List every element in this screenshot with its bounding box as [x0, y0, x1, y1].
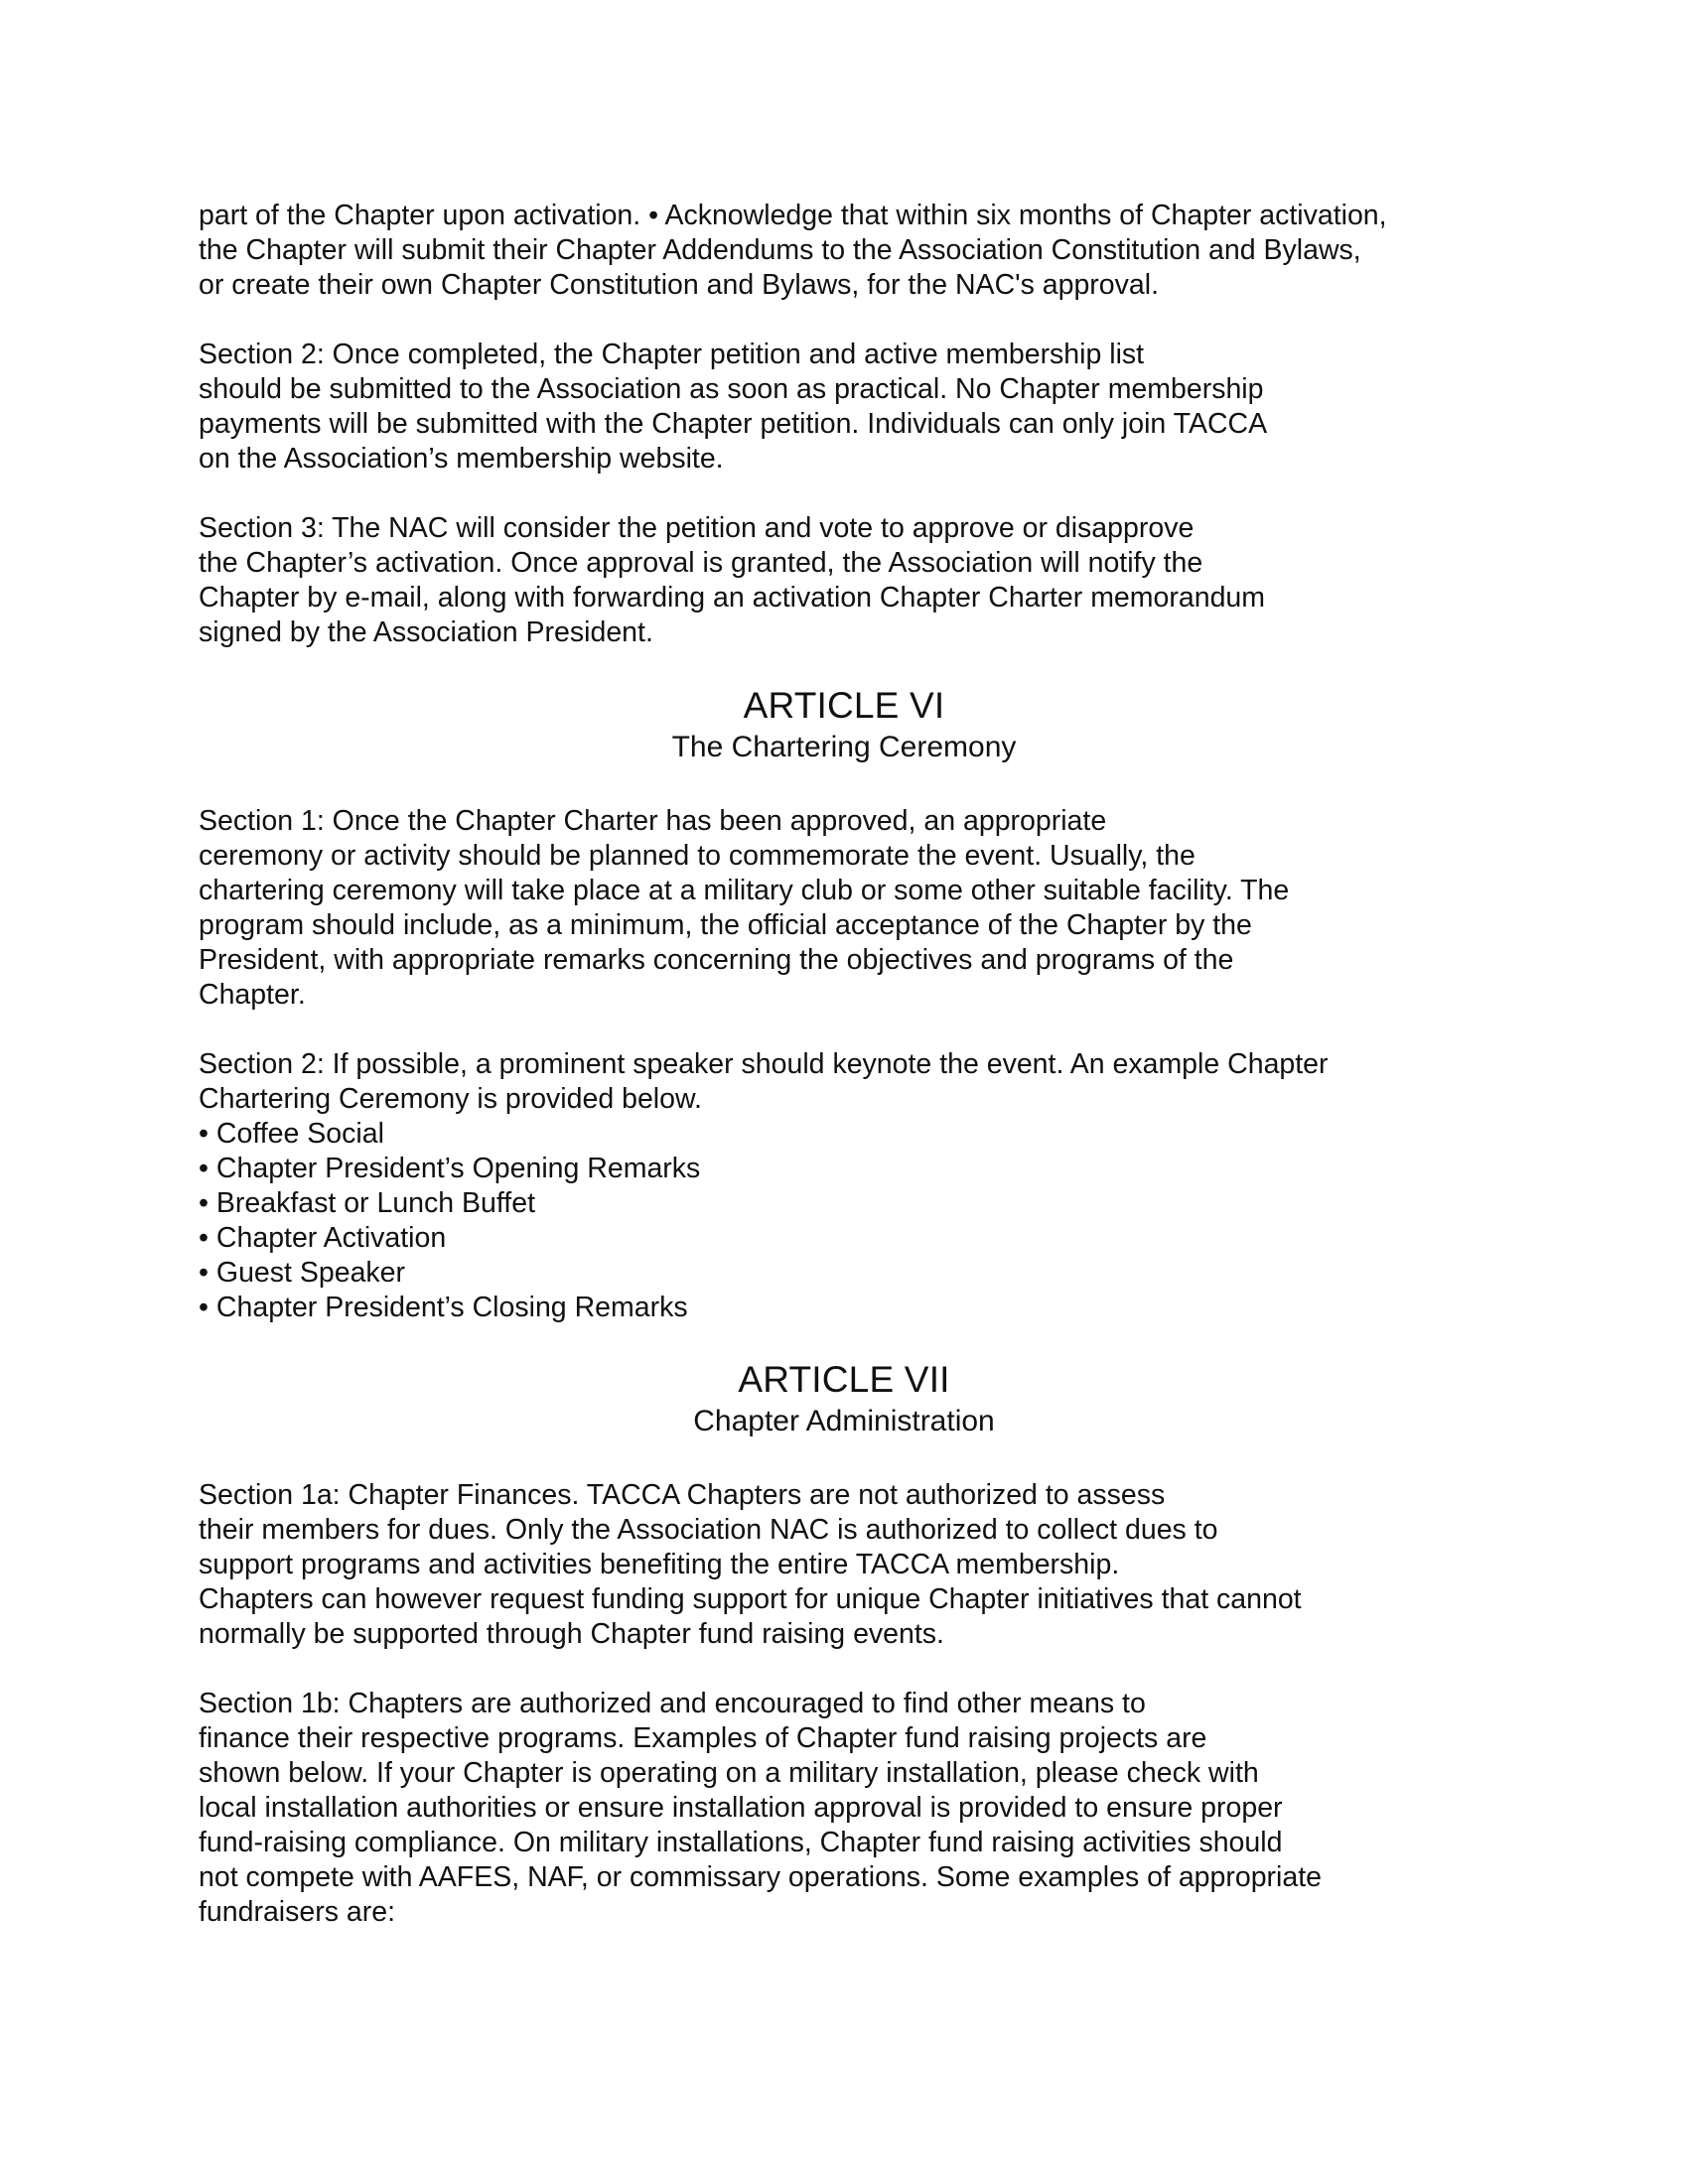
text-line: Chapter. [199, 979, 306, 1011]
list-item [199, 1221, 700, 1256]
text-line: local installation authorities or ensure installation approval is provided to ensure proper [199, 1792, 1283, 1824]
list-item-text: Coffee Social [215, 1118, 384, 1150]
article7-section1b-paragraph [199, 1687, 1322, 1930]
text-line: program should include, as a minimum, the official acceptance of the Chapter by the [199, 909, 1252, 941]
text-line: ceremony or activity should be planned to commemorate the event. Usually, the [199, 840, 1196, 872]
text-line: Section 1a: Chapter Finances. TACCA Chapters are not authorized to assess [199, 1479, 1166, 1511]
article6-heading: ARTICLE VI [743, 685, 945, 726]
text-line: their members for dues. Only the Association NAC is authorized to collect dues to [199, 1514, 1218, 1546]
bullet-marker: • [199, 1292, 209, 1323]
text-line: normally be supported through Chapter fund raising events. [199, 1618, 944, 1650]
text-line: the Chapter’s activation. Once approval is granted, the Association will notify the [199, 547, 1203, 579]
list-item [199, 1256, 700, 1291]
bullet-marker: • [199, 1257, 209, 1289]
article7-section1a-paragraph [199, 1478, 1302, 1652]
bullet-marker: • [199, 1118, 209, 1150]
text-line: fundraisers are: [199, 1896, 396, 1928]
list-item-text: Chapter Activation [215, 1222, 447, 1254]
intro-paragraph [199, 199, 1387, 303]
list-item-text: Chapter President’s Closing Remarks [215, 1292, 688, 1323]
text-line: Section 3: The NAC will consider the petition and vote to approve or disapprove [199, 512, 1195, 544]
text-line: the Chapter will submit their Chapter Addendums to the Association Constitution and Bylaws, [199, 234, 1361, 266]
text-line: Section 2: If possible, a prominent speaker should keynote the event. An example Chapter [199, 1048, 1329, 1080]
text-line: Chartering Ceremony is provided below. [199, 1083, 702, 1115]
article7-subheading: Chapter Administration [693, 1405, 995, 1437]
article6-subheading: The Chartering Ceremony [671, 731, 1017, 763]
list-item [199, 1186, 700, 1221]
bullet-marker: • [199, 1153, 209, 1184]
text-line: President, with appropriate remarks concerning the objectives and programs of the [199, 944, 1234, 976]
text-line: finance their respective programs. Examples of Chapter fund raising projects are [199, 1722, 1207, 1754]
ceremony-list [199, 1117, 700, 1325]
text-line: Chapter by e-mail, along with forwarding an activation Chapter Charter memorandum [199, 582, 1266, 614]
text-line: shown below. If your Chapter is operating on a military installation, please check with [199, 1757, 1259, 1789]
text-line: chartering ceremony will take place at a military club or some other suitable facility. The [199, 875, 1290, 906]
text-line: Section 1: Once the Chapter Charter has been approved, an appropriate [199, 805, 1107, 837]
text-line: support programs and activities benefiting the entire TACCA membership. [199, 1549, 1120, 1580]
list-item [199, 1117, 700, 1152]
text-line: Chapters can however request funding support for unique Chapter initiatives that cannot [199, 1583, 1302, 1615]
text-line: fund-raising compliance. On military installations, Chapter fund raising activities should [199, 1827, 1283, 1858]
text-line: part of the Chapter upon activation. • Acknowledge that within six months of Chapter activation, [199, 200, 1387, 231]
bullet-marker: • [199, 1222, 209, 1254]
list-item [199, 1291, 700, 1325]
list-item-text: Chapter President’s Opening Remarks [215, 1153, 701, 1184]
list-item [199, 1152, 700, 1186]
list-item-text: Breakfast or Lunch Buffet [215, 1187, 535, 1219]
text-line: Section 1b: Chapters are authorized and encouraged to find other means to [199, 1688, 1146, 1719]
bullet-marker: • [199, 1187, 209, 1219]
text-line: should be submitted to the Association as soon as practical. No Chapter membership [199, 373, 1264, 405]
text-line: not compete with AAFES, NAF, or commissary operations. Some examples of appropriate [199, 1861, 1322, 1893]
article7-heading: ARTICLE VII [738, 1359, 950, 1400]
text-line: signed by the Association President. [199, 616, 653, 648]
text-line: or create their own Chapter Constitution and Bylaws, for the NAC's approval. [199, 269, 1159, 301]
text-line: Section 2: Once completed, the Chapter petition and active membership list [199, 339, 1145, 370]
article5-section3-paragraph [199, 511, 1265, 650]
list-item-text: Guest Speaker [215, 1257, 406, 1289]
article6-section1-paragraph [199, 804, 1289, 1013]
text-line: on the Association’s membership website. [199, 443, 724, 475]
text-line: payments will be submitted with the Chapter petition. Individuals can only join TACCA [199, 408, 1268, 440]
article6-section2-paragraph [199, 1047, 1329, 1117]
article5-section2-paragraph [199, 338, 1267, 477]
